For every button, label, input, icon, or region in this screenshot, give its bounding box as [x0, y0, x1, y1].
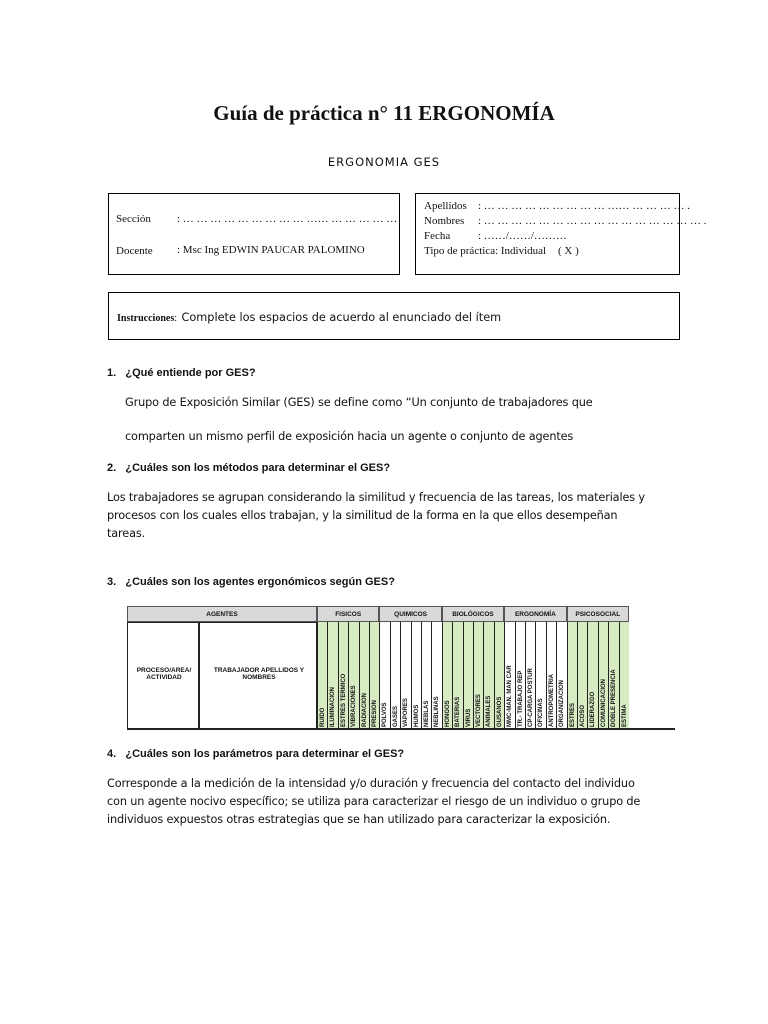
seccion-label: Sección	[116, 213, 151, 225]
agent-column-label: MMC-MAN. MAN CAR	[507, 665, 514, 727]
trabajador-column-header	[199, 622, 317, 730]
agent-column-label: ILUMINACION	[330, 687, 337, 727]
question-2-number: 2.	[107, 462, 117, 474]
agent-column	[483, 622, 493, 730]
agent-column-label: VIBRACIONES	[351, 685, 358, 727]
agent-column	[515, 622, 525, 730]
agent-column	[400, 622, 410, 730]
answer-2-line-2: procesos con los cuales ellos trabajan, y la similitud de la forma en la que ellos desempeñan	[107, 509, 618, 522]
agent-column-label: ANTROPOMETRIA	[548, 674, 555, 727]
agent-column-label: TR.- TRABAJO REP	[517, 670, 524, 727]
group-header-4: ERGONOMÍA	[504, 606, 566, 622]
agent-column	[411, 622, 421, 730]
instructions-box	[108, 292, 680, 340]
agent-column-label: NEBLINAS	[434, 696, 441, 727]
agent-column-label: HONGOS	[444, 700, 451, 727]
docente-value: : Msc Ing EDWIN PAUCAR PALOMINO	[177, 244, 365, 256]
question-3	[107, 576, 395, 588]
tipo-value: ( X )	[558, 245, 579, 257]
nombres-value[interactable]: : … … … … … … … … … … … … … … … … .	[478, 215, 707, 227]
agent-column	[442, 622, 452, 730]
agents-table	[127, 606, 675, 730]
answer-2-line-3: tareas.	[107, 527, 146, 540]
group-header-5: PSICOSOCIAL	[567, 606, 629, 622]
agent-column	[390, 622, 400, 730]
proceso-column-label: PROCESO/AREA/ ACTIVIDAD	[136, 667, 192, 681]
agent-column-label: POLVOS	[382, 702, 389, 727]
answer-1-line-1: Grupo de Exposición Similar (GES) se define como “Un conjunto de trabajadores que	[125, 396, 593, 409]
agent-column	[431, 622, 441, 730]
agent-column-label: RUIDO	[320, 707, 326, 727]
agent-column-label: ESTRES TERMICO	[340, 673, 347, 727]
agent-column	[348, 622, 358, 730]
tipo-label: Tipo de práctica: Individual	[424, 245, 547, 257]
apellidos-label: Apellidos	[424, 200, 467, 212]
question-1-number: 1.	[107, 367, 117, 379]
agent-column	[567, 622, 577, 730]
agent-column	[338, 622, 348, 730]
agent-column	[556, 622, 566, 730]
agent-column	[452, 622, 462, 730]
seccion-value[interactable]: : … … … … … … … … … …… … … … … …	[177, 213, 398, 225]
fecha-value[interactable]: : ……/……/………	[478, 230, 567, 242]
agent-column-label: RADIACION	[361, 693, 368, 727]
answer-2-line-1: Los trabajadores se agrupan considerando la similitud y frecuencia de las tareas, los materiales y	[107, 491, 645, 504]
agent-column	[577, 622, 587, 730]
agent-column-label: ORGANIZACION	[559, 680, 566, 727]
agent-column	[463, 622, 473, 730]
info-box-left	[108, 193, 400, 275]
docente-label: Docente	[116, 245, 153, 257]
page-subtitle: ERGONOMIA GES	[327, 155, 441, 169]
question-2-text: ¿Cuáles son los métodos para determinar el GES?	[125, 462, 391, 474]
agent-column-label: OFICINAS	[538, 698, 545, 727]
agent-column-label: GUSANOS	[496, 696, 503, 727]
agent-column	[473, 622, 483, 730]
question-3-text: ¿Cuáles son los agentes ergonómicos según GES?	[125, 576, 395, 588]
group-header-1: FISICOS	[317, 606, 379, 622]
agent-column-label: ESTRES	[569, 702, 576, 727]
agent-column	[546, 622, 556, 730]
question-4	[107, 748, 404, 760]
answer-4-line-2: con un agente nocivo específico; se utiliza para caracterizar el riesgo de un individuo o grupo de	[107, 795, 641, 808]
agent-column-label: ACOSO	[580, 704, 586, 727]
agent-column	[359, 622, 369, 730]
agent-column-label: ANIMALES	[486, 695, 493, 727]
agent-column	[379, 622, 389, 730]
agent-column-label: LIDERAZGO	[590, 691, 597, 727]
agent-column	[608, 622, 618, 730]
question-3-number: 3.	[107, 576, 117, 588]
proceso-column-header	[127, 622, 199, 730]
fecha-label: Fecha	[424, 230, 451, 242]
agent-column-label: NIEBLAS	[424, 700, 430, 727]
agent-column-label: VECTORES	[476, 694, 482, 727]
apellidos-value[interactable]: : … … … … … … … … … …… … … … … .	[478, 200, 691, 212]
nombres-label: Nombres	[424, 215, 465, 227]
table-bottom-border	[127, 728, 675, 730]
trabajador-column-label: TRABAJADOR APELLIDOS Y NOMBRES	[213, 667, 305, 681]
agent-column-label: VAPORES	[403, 698, 410, 727]
page-title: Guía de práctica n° 11 ERGONOMÍA	[213, 101, 555, 125]
answer-4-line-1: Corresponde a la medición de la intensidad y/o duración y frecuencia del contacto del individuo	[107, 777, 635, 790]
agent-column	[369, 622, 379, 730]
agentes-header: AGENTES	[127, 606, 317, 622]
agent-column	[327, 622, 337, 730]
agent-column	[535, 622, 545, 730]
group-header-2: QUIMICOS	[379, 606, 441, 622]
group-header-3: BIOLÓGICOS	[442, 606, 504, 622]
question-1-text: ¿Qué entiende por GES?	[125, 367, 256, 379]
instructions-text: Complete los espacios de acuerdo al enunciado del ítem	[181, 311, 502, 324]
agent-column	[525, 622, 535, 730]
agent-column-label: CP-CARGA POSTUR	[528, 668, 534, 727]
question-1	[107, 367, 256, 379]
agent-column	[598, 622, 608, 730]
agent-column	[619, 622, 629, 730]
agent-column-label: DOBLE PRESENCIA	[611, 669, 618, 727]
question-4-text: ¿Cuáles son los parámetros para determinar el GES?	[125, 748, 405, 760]
instructions-line: Instrucciones: Complete los espacios de acuerdo al enunciado del ítem	[117, 311, 502, 324]
agent-column-label: GASES	[392, 705, 399, 727]
agent-column-label: HUMOS	[413, 704, 420, 727]
answer-1-line-2: comparten un mismo perfil de exposición hacia un agente o conjunto de agentes	[125, 430, 574, 443]
info-box-right	[415, 193, 707, 275]
agent-column-label: VIRUS	[465, 708, 472, 727]
answer-4-line-3: individuos expuestos otras estrategias que se han utilizado para caracterizar la exposición.	[107, 813, 611, 826]
agent-column	[587, 622, 597, 730]
question-4-number: 4.	[107, 748, 117, 760]
agent-column	[494, 622, 504, 730]
agent-column	[504, 622, 514, 730]
agent-column-label: BATERIAS	[455, 696, 462, 727]
agent-column	[317, 622, 327, 730]
question-2	[107, 462, 390, 474]
agent-column-label: PRESION	[372, 699, 378, 727]
instructions-label: Instrucciones	[117, 313, 175, 324]
agent-column-label: ESTIMA	[621, 704, 628, 727]
agent-column-label: COMUNICACION	[600, 679, 607, 727]
agent-column	[421, 622, 431, 730]
